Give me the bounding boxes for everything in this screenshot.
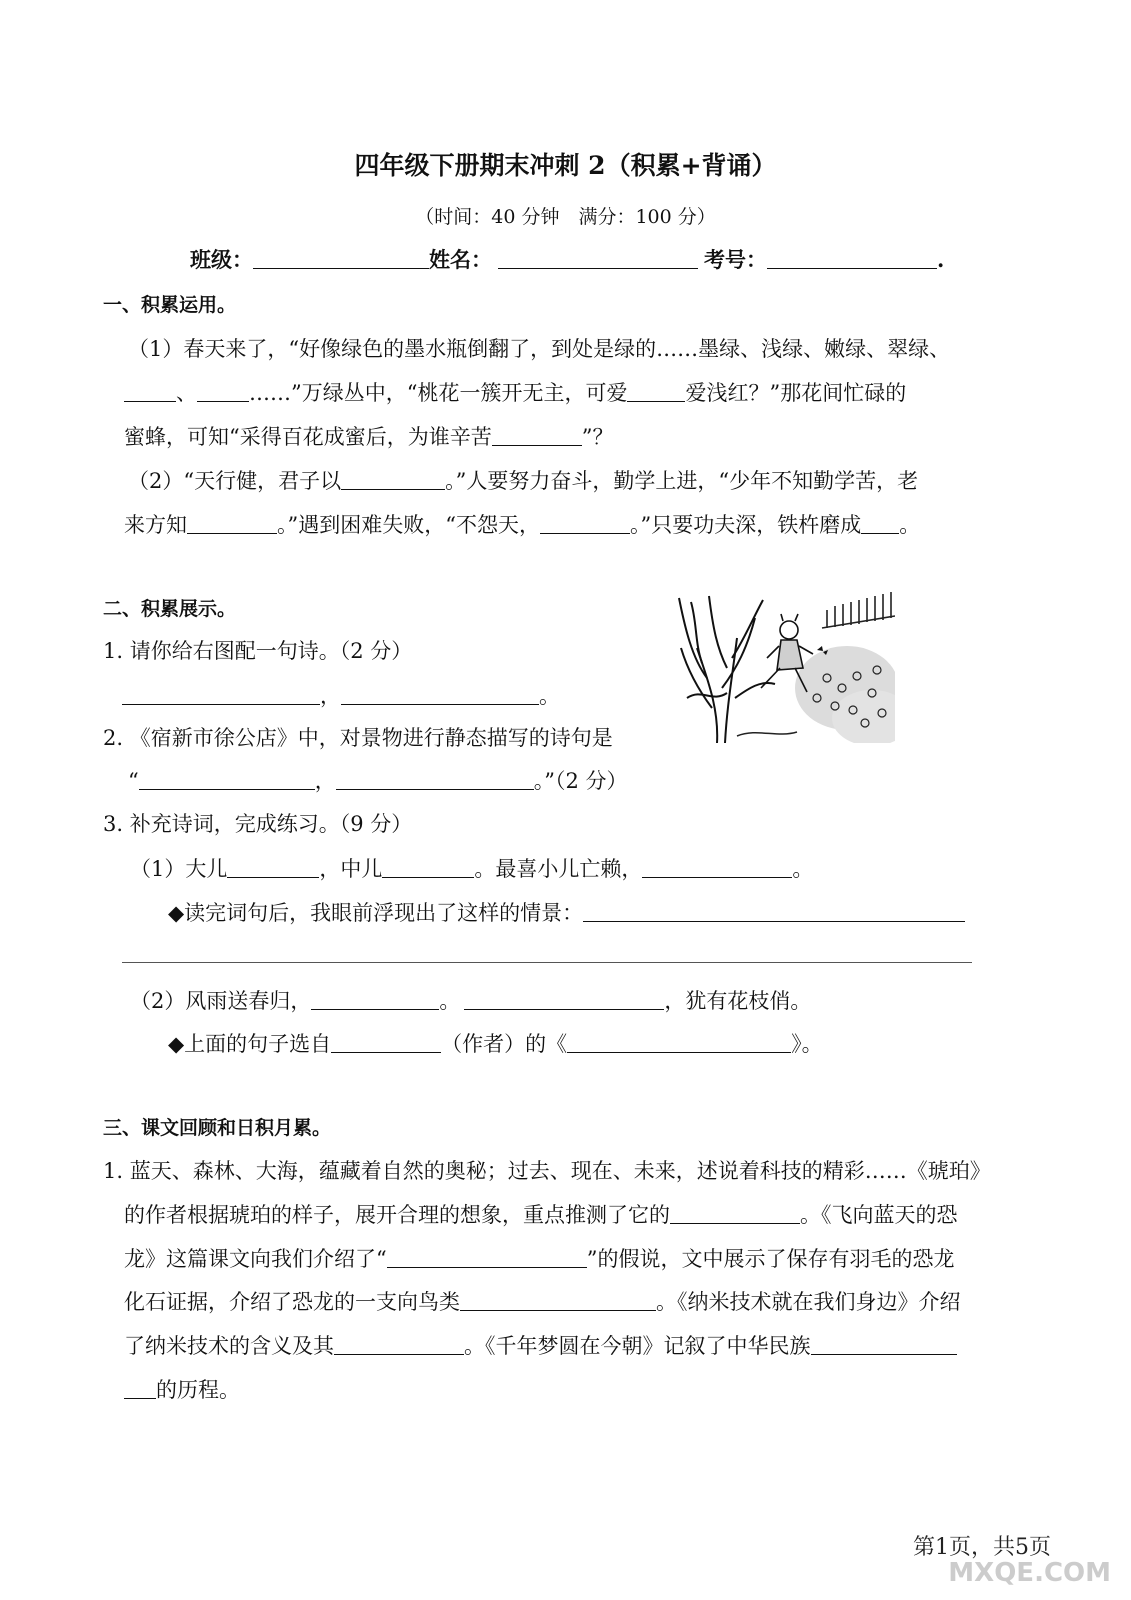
blank[interactable] [187, 513, 277, 534]
section-2-heading: 二、积累展示。 [103, 598, 237, 620]
text: 。”人要努力奋斗，勤学上进，“少年不知勤学苦，老 [445, 469, 919, 493]
text: 化石证据，介绍了恐龙的一支向鸟类 [124, 1290, 460, 1314]
s3-line2 [124, 1199, 958, 1229]
text: ◆上面的句子选自 [168, 1032, 332, 1056]
text: （2）“天行健，君子以 [128, 469, 342, 493]
blank[interactable] [341, 684, 539, 705]
blank[interactable] [567, 1032, 791, 1053]
blank[interactable] [460, 1290, 656, 1311]
s1-q2-line1 [128, 465, 918, 495]
text: 。 [792, 857, 814, 881]
blank[interactable] [861, 513, 899, 534]
name-blank[interactable] [498, 248, 698, 269]
text: ◆读完词句后，我眼前浮现出了这样的情景： [168, 901, 584, 925]
text: 。最喜小儿亡赖， [474, 857, 643, 881]
blank[interactable] [670, 1203, 800, 1224]
poem-illustration-svg [677, 588, 895, 743]
text: 蜜蜂，可知“采得百花成蜜后，为谁辛苦 [124, 425, 492, 449]
blank[interactable] [341, 469, 445, 490]
s2-q3-1 [130, 853, 813, 883]
s1-q2-line2 [124, 509, 920, 539]
text: ，中儿 [319, 857, 383, 881]
blank[interactable] [311, 989, 439, 1010]
text: 的历程。 [156, 1378, 240, 1402]
s3-line3 [124, 1243, 954, 1273]
s3-line1: 1. 蓝天、森林、大海，蕴藏着自然的奥秘；过去、现在、未来，述说着科技的精彩……《琥珀》 [103, 1159, 991, 1183]
s3-line6 [124, 1374, 240, 1404]
blank[interactable] [642, 857, 792, 878]
blank[interactable] [464, 989, 664, 1010]
blank[interactable] [492, 425, 582, 446]
student-info-row [190, 244, 944, 274]
text: 。 [439, 989, 461, 1013]
blank[interactable] [331, 1032, 441, 1053]
s3-line4 [124, 1286, 961, 1316]
exam-subtitle: （时间：40 分钟 满分：100 分） [415, 206, 716, 228]
page-title: 四年级下册期末冲刺 2（积累+背诵） [354, 151, 777, 180]
blank[interactable] [387, 1247, 587, 1268]
blank[interactable] [124, 381, 176, 402]
s1-q1-line1: （1）春天来了，“好像绿色的墨水瓶倒翻了，到处是绿的……墨绿、浅绿、嫩绿、翠绿、 [128, 337, 951, 361]
watermark-logo: MXQE.COM [948, 1558, 1111, 1588]
text: 》。 [791, 1032, 823, 1056]
s2-q2-answer [128, 765, 628, 795]
blank[interactable] [139, 769, 315, 790]
text: ，犹有花枝俏。 [664, 989, 812, 1013]
s2-q1-answer [122, 680, 560, 710]
text: 。 [539, 684, 560, 708]
blank[interactable] [540, 513, 630, 534]
text: 。《纳米技术就在我们身边》介绍 [656, 1290, 961, 1314]
text: 。”遇到困难失败，“不怨天， [277, 513, 540, 537]
text: 。《飞向蓝天的恐 [800, 1203, 958, 1227]
class-blank[interactable] [253, 248, 429, 269]
text: ”？ [581, 425, 614, 449]
text: 、 [176, 381, 197, 405]
page-number: 第1页，共5页 [913, 1535, 1051, 1560]
blank[interactable] [124, 1378, 156, 1399]
s2-q1: 1. 请你给右图配一句诗。（2 分） [103, 639, 413, 663]
id-label: 考号： [704, 247, 767, 272]
blank[interactable] [122, 684, 320, 705]
text: “ [128, 769, 139, 793]
illustration [677, 588, 895, 743]
blank[interactable] [336, 769, 534, 790]
s2-q2: 2. 《宿新市徐公店》中，对景物进行静态描写的诗句是 [103, 726, 613, 750]
s1-q1-line3 [124, 421, 613, 451]
section-3-heading: 三、课文回顾和日积月累。 [103, 1117, 332, 1139]
text: 龙》这篇课文向我们介绍了“ [124, 1247, 387, 1271]
text: 爱浅红？”那花间忙碌的 [685, 381, 907, 405]
blank[interactable] [811, 1334, 957, 1355]
blank[interactable] [334, 1334, 464, 1355]
blank[interactable] [627, 381, 685, 402]
blank[interactable] [382, 857, 474, 878]
blank[interactable] [227, 857, 319, 878]
text: 来方知 [124, 513, 187, 537]
name-label: 姓名： [429, 247, 492, 272]
class-label: 班级： [190, 247, 253, 272]
section-1-heading: 一、积累运用。 [103, 294, 237, 316]
text: 了纳米技术的含义及其 [124, 1334, 334, 1358]
text: 的作者根据琥珀的样子，展开合理的想象，重点推测了它的 [124, 1203, 670, 1227]
s2-q3-1-bullet [168, 897, 965, 927]
text: （1）大儿 [130, 857, 228, 881]
text: 。”只要功夫深，铁杵磨成 [629, 513, 862, 537]
text: 。 [899, 513, 921, 537]
text: 。”（2 分） [533, 769, 628, 793]
text: ……”万绿丛中，“桃花一簇开无主，可爱 [249, 381, 628, 405]
id-end: . [937, 247, 945, 272]
text: 。《千年梦圆在今朝》记叙了中华民族 [464, 1334, 811, 1358]
text: ， [314, 769, 336, 793]
s2-q3: 3. 补充诗词，完成练习。（9 分） [103, 812, 413, 836]
id-blank[interactable] [767, 248, 937, 269]
text: （作者）的《 [441, 1032, 568, 1056]
blank[interactable] [197, 381, 249, 402]
s2-q3-2-bullet [168, 1028, 823, 1058]
text: ， [320, 684, 341, 708]
s3-line5 [124, 1330, 957, 1360]
text: （2）风雨送春归， [130, 989, 312, 1013]
s2-q3-2 [130, 985, 811, 1015]
text: ”的假说，文中展示了保存有羽毛的恐龙 [586, 1247, 955, 1271]
s1-q1-line2 [124, 377, 906, 407]
answer-rule[interactable] [122, 962, 972, 963]
blank[interactable] [583, 901, 965, 922]
